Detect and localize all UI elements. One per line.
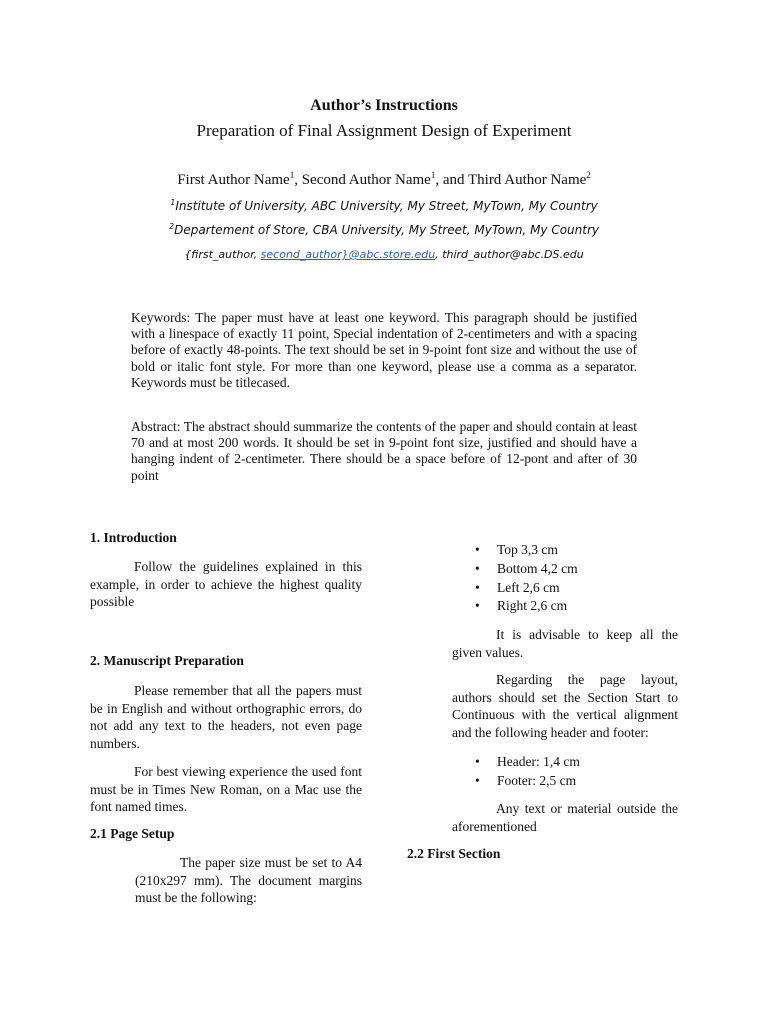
list-item: • Header: 1,4 cm bbox=[475, 753, 685, 772]
introduction-text: Follow the guidelines explained in this example, in order to achieve the highest quality possible bbox=[90, 559, 362, 609]
manuscript-paragraph-1: Please remember that all the papers must be in English and without orthographic errors, do not add any text to the headers, not even page numbers. bbox=[90, 683, 362, 751]
advisable-text: It is advisable to keep all the given values. bbox=[452, 627, 678, 660]
email-line bbox=[0, 248, 768, 261]
author-2-sup: 1 bbox=[430, 170, 436, 180]
affiliation-text: Institute of University, ABC University, My Street, MyTown, My Country bbox=[175, 199, 598, 213]
list-item: • Left 2,6 cm bbox=[475, 579, 685, 598]
affiliation-2 bbox=[0, 223, 768, 237]
outside-text: Any text or material outside the aforementioned bbox=[452, 801, 678, 834]
margins-list bbox=[475, 541, 685, 616]
affiliation-sup: 2 bbox=[168, 222, 175, 231]
page-setup-heading: 2.1 Page Setup bbox=[90, 826, 175, 841]
affiliation-text: Departement of Store, CBA University, My Street, MyTown, My Country bbox=[174, 223, 600, 237]
author-1: First Author Name bbox=[177, 172, 290, 188]
page-setup-text: The paper size must be set to A4 (210x297 mm). The document margins must be the following: bbox=[135, 855, 362, 905]
author-sep: , and bbox=[435, 172, 468, 188]
paper-subtitle: Preparation of Final Assignment Design of Experiment bbox=[196, 121, 572, 140]
first-section-heading: 2.2 First Section bbox=[407, 846, 501, 861]
affiliation-1 bbox=[0, 199, 768, 213]
list-item: • Top 3,3 cm bbox=[475, 541, 685, 560]
author-sep: , bbox=[294, 172, 302, 188]
abstract-paragraph: Abstract: The abstract should summarize the contents of the paper and should contain at least 70 and at most 200 words. It should be set in 9-point font size, justified and should have a hanging indent of 2-centimeter. There should be a space before of 12-pont and after of 30 point bbox=[131, 419, 637, 483]
manuscript-paragraph-2: For best viewing experience the used font must be in Times New Roman, on a Mac use the font named times. bbox=[90, 764, 362, 814]
author-line bbox=[0, 172, 768, 189]
manuscript-heading: 2. Manuscript Preparation bbox=[90, 653, 244, 668]
email-text: {first_author, bbox=[184, 248, 261, 261]
keywords-paragraph: Keywords: The paper must have at least one keyword. This paragraph should be justified with a linespace of exactly 11 point, Special indentation of 2-centimeters and with a spacing before of exactly 48-points. The text should be set in 9-point font size and without the use of bold or italic font style. For more than one keyword, please use a comma as a separator. Keywords must be titlecased. bbox=[131, 310, 637, 390]
header-footer-list bbox=[475, 753, 685, 791]
affiliation-sup: 1 bbox=[170, 198, 176, 207]
layout-text: Regarding the page layout, authors should set the Section Start to Continuous with the vertical alignment and the following header and footer: bbox=[452, 672, 678, 740]
email-link[interactable]: second_author}@abc.store.edu bbox=[260, 248, 436, 261]
paper-title: Author’s Instructions bbox=[310, 97, 458, 114]
email-text: , third_author@abc.DS.edu bbox=[435, 248, 584, 261]
list-item: • Right 2,6 cm bbox=[475, 597, 685, 616]
author-2: Second Author Name bbox=[301, 172, 431, 188]
author-3: Third Author Name bbox=[467, 172, 587, 188]
author-3-sup: 2 bbox=[586, 170, 591, 180]
list-item: • Bottom 4,2 cm bbox=[475, 560, 685, 579]
introduction-heading: 1. Introduction bbox=[90, 530, 177, 545]
list-item: • Footer: 2,5 cm bbox=[475, 772, 685, 791]
author-1-sup: 1 bbox=[289, 170, 295, 180]
